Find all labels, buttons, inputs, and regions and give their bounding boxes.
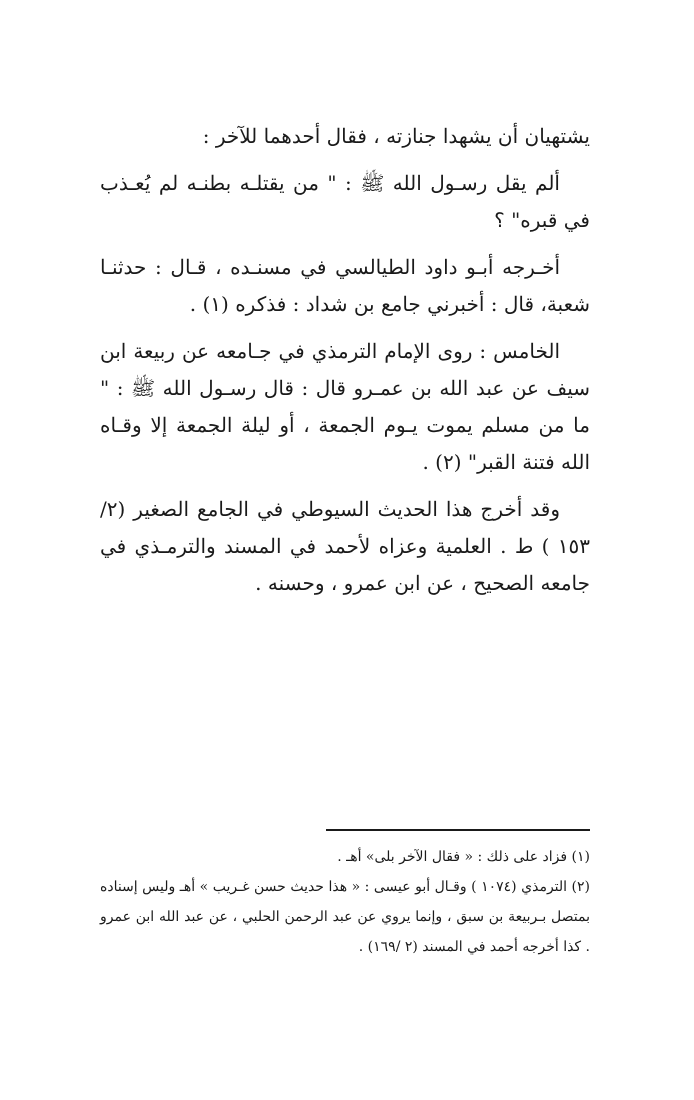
- body-paragraph-fifth-hadith: الخامس : روى الإمام الترمذي في جـامعه عن ربيعة ابن سيف عن عبد الله بن عمـرو قال : قال رسـول الله ﷺ : " ما من مسلم يموت يـوم الجمعة ، أو ليلة الجمعة إلا وقـاه الله فتنة القبر" (٢) .: [100, 339, 590, 474]
- main-text: [100, 118, 590, 612]
- footnote-2: (٢) الترمذي (١٠٧٤ ) وقـال أبو عيسى : « هذا حديث حسن غـريب » أهـ وليس إسناده بمتصل بـربيعة بن سبق ، وإنما يروي عن عبد الرحمن الحلبي ، عن عبد الله ابن عمرو . كذا أخرجه أحمد في المسند (٢ /١٦٩) .: [100, 879, 591, 955]
- footnote-divider: [326, 829, 590, 831]
- body-paragraph-intro: يشتهيان أن يشهدا جنازته ، فقال أحدهما للآخر :: [202, 124, 590, 148]
- body-paragraph-takhrij-tayalisi: أخـرجه أبـو داود الطيالسي في مسنـده ، قـال : حدثنـا شعبة، قال : أخبرني جامع بن شداد : فذكره (١) .: [100, 255, 590, 316]
- footnotes: [100, 842, 590, 962]
- footnote-1: (١) فزاد على ذلك : « فقال الآخر بلى» أهـ .: [337, 849, 590, 865]
- body-paragraph-hadith-question: ألم يقل رسـول الله ﷺ : " من يقتلـه بطنـه لم يُعـذب في قبره" ؟: [100, 171, 590, 232]
- body-paragraph-suyuti: وقد أخرج هذا الحديث السيوطي في الجامع الصغير (٢/ ١٥٣ ) ط . العلمية وعزاه لأحمد في المسند والترمـذي في جامعه الصحيح ، عن ابن عمرو ، وحسنه .: [100, 497, 590, 595]
